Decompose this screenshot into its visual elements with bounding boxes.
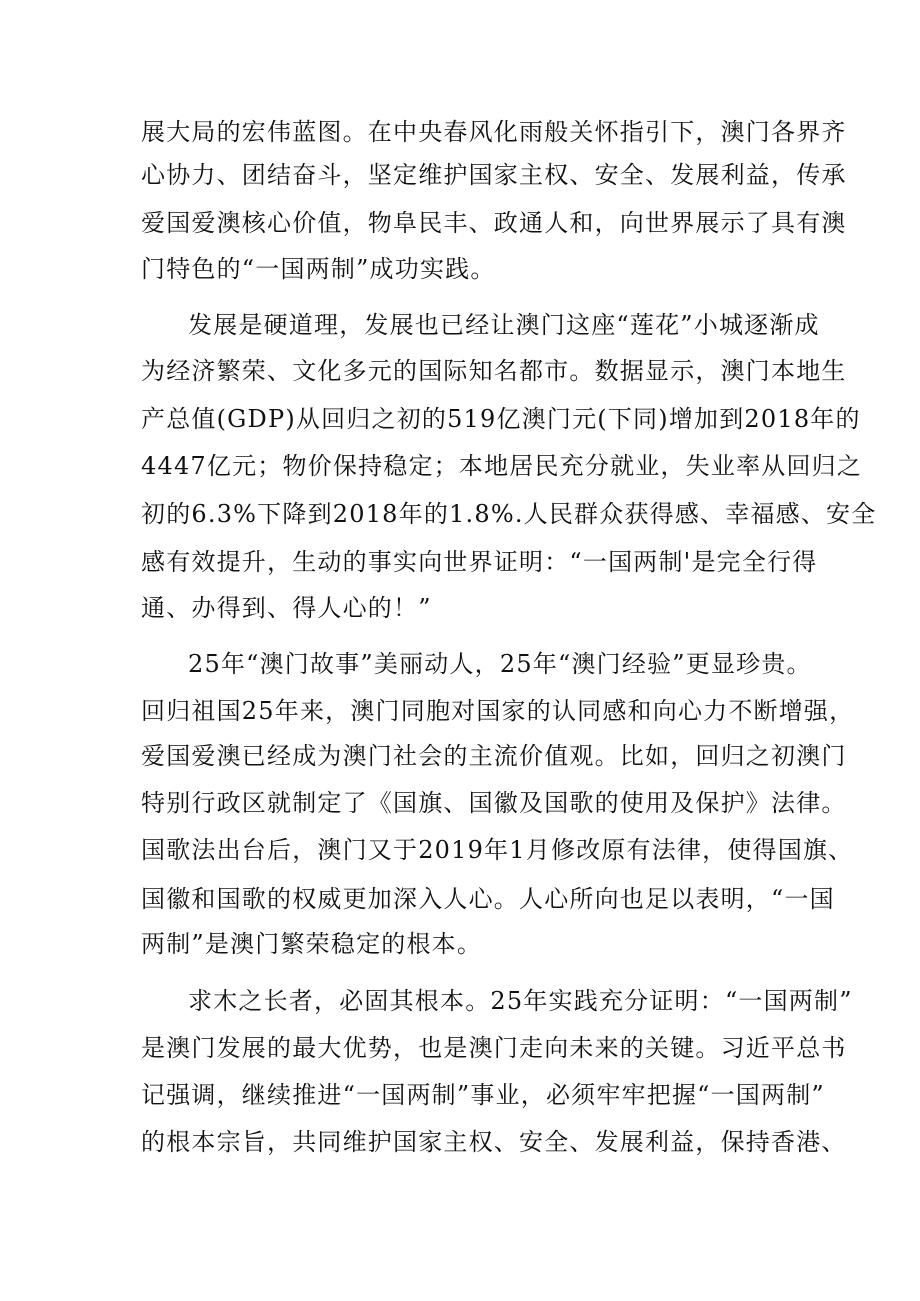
paragraph-2-line-2: 为经济繁荣、文化多元的国际知名都市。数据显示，澳门本地生 (141, 357, 847, 385)
paragraph-3-line-3: 爱国爱澳已经成为澳门社会的主流价值观。比如，回归之初澳门 (141, 742, 847, 770)
paragraph-2-line-3: 产总值(GDP)从回归之初的519亿澳门元(下同)增加到2018年的 (141, 405, 861, 433)
paragraph-3-line-2: 回归祖国25年来，澳门同胞对国家的认同感和向心力不断增强， (141, 697, 855, 725)
paragraph-4-line-3: 记强调，继续推进“一国两制”事业，必须牢牢把握“一国两制” (141, 1081, 825, 1109)
paragraph-2-line-5: 初的6.3%下降到2018年的1.8%.人民群众获得感、幸福感、安全 (141, 500, 877, 528)
paragraph-4-line-1: 求木之长者，必固其根本。25年实践充分证明：“一国两制” (188, 987, 853, 1015)
paragraph-1-line-4: 门特色的“一国两制”成功实践。 (141, 255, 496, 283)
paragraph-4-line-4: 的根本宗旨，共同维护国家主权、安全、发展利益，保持香港、 (141, 1128, 847, 1156)
paragraph-3-line-5: 国歌法出台后，澳门又于2019年1月修改原有法律，使得国旗、 (141, 836, 854, 864)
paragraph-3-line-4: 特别行政区就制定了《国旗、国徽及国歌的使用及保护》法律。 (141, 789, 847, 817)
paragraph-1-line-3: 爱国爱澳核心价值，物阜民丰、政通人和，向世界展示了具有澳 (141, 209, 847, 237)
paragraph-4-line-2: 是澳门发展的最大优势，也是澳门走向未来的关键。习近平总书 (141, 1034, 847, 1062)
paragraph-3-line-7: 两制”是澳门繁荣稳定的根本。 (141, 930, 483, 958)
paragraph-2-line-4: 4447亿元；物价保持稳定；本地居民充分就业，失业率从回归之 (141, 452, 863, 480)
paragraph-1-line-2: 心协力、团结奋斗，坚定维护国家主权、安全、发展利益，传承 (141, 161, 847, 189)
paragraph-2-line-1: 发展是硬道理，发展也已经让澳门这座“莲花”小城逐渐成 (188, 311, 820, 339)
paragraph-2-line-6: 感有效提升，生动的事实向世界证明：“一国两制'是完全行得 (141, 548, 818, 576)
paragraph-3-line-1: 25年“澳门故事”美丽动人，25年“澳门经验”更显珍贵。 (188, 650, 812, 678)
paragraph-3-line-6: 国徽和国歌的权威更加深入人心。人心所向也足以表明，“一国 (141, 885, 835, 913)
paragraph-2-line-7: 通、办得到、得人心的！” (141, 594, 432, 622)
paragraph-1-line-1: 展大局的宏伟蓝图。在中央春风化雨般关怀指引下，澳门各界齐 (141, 118, 847, 146)
